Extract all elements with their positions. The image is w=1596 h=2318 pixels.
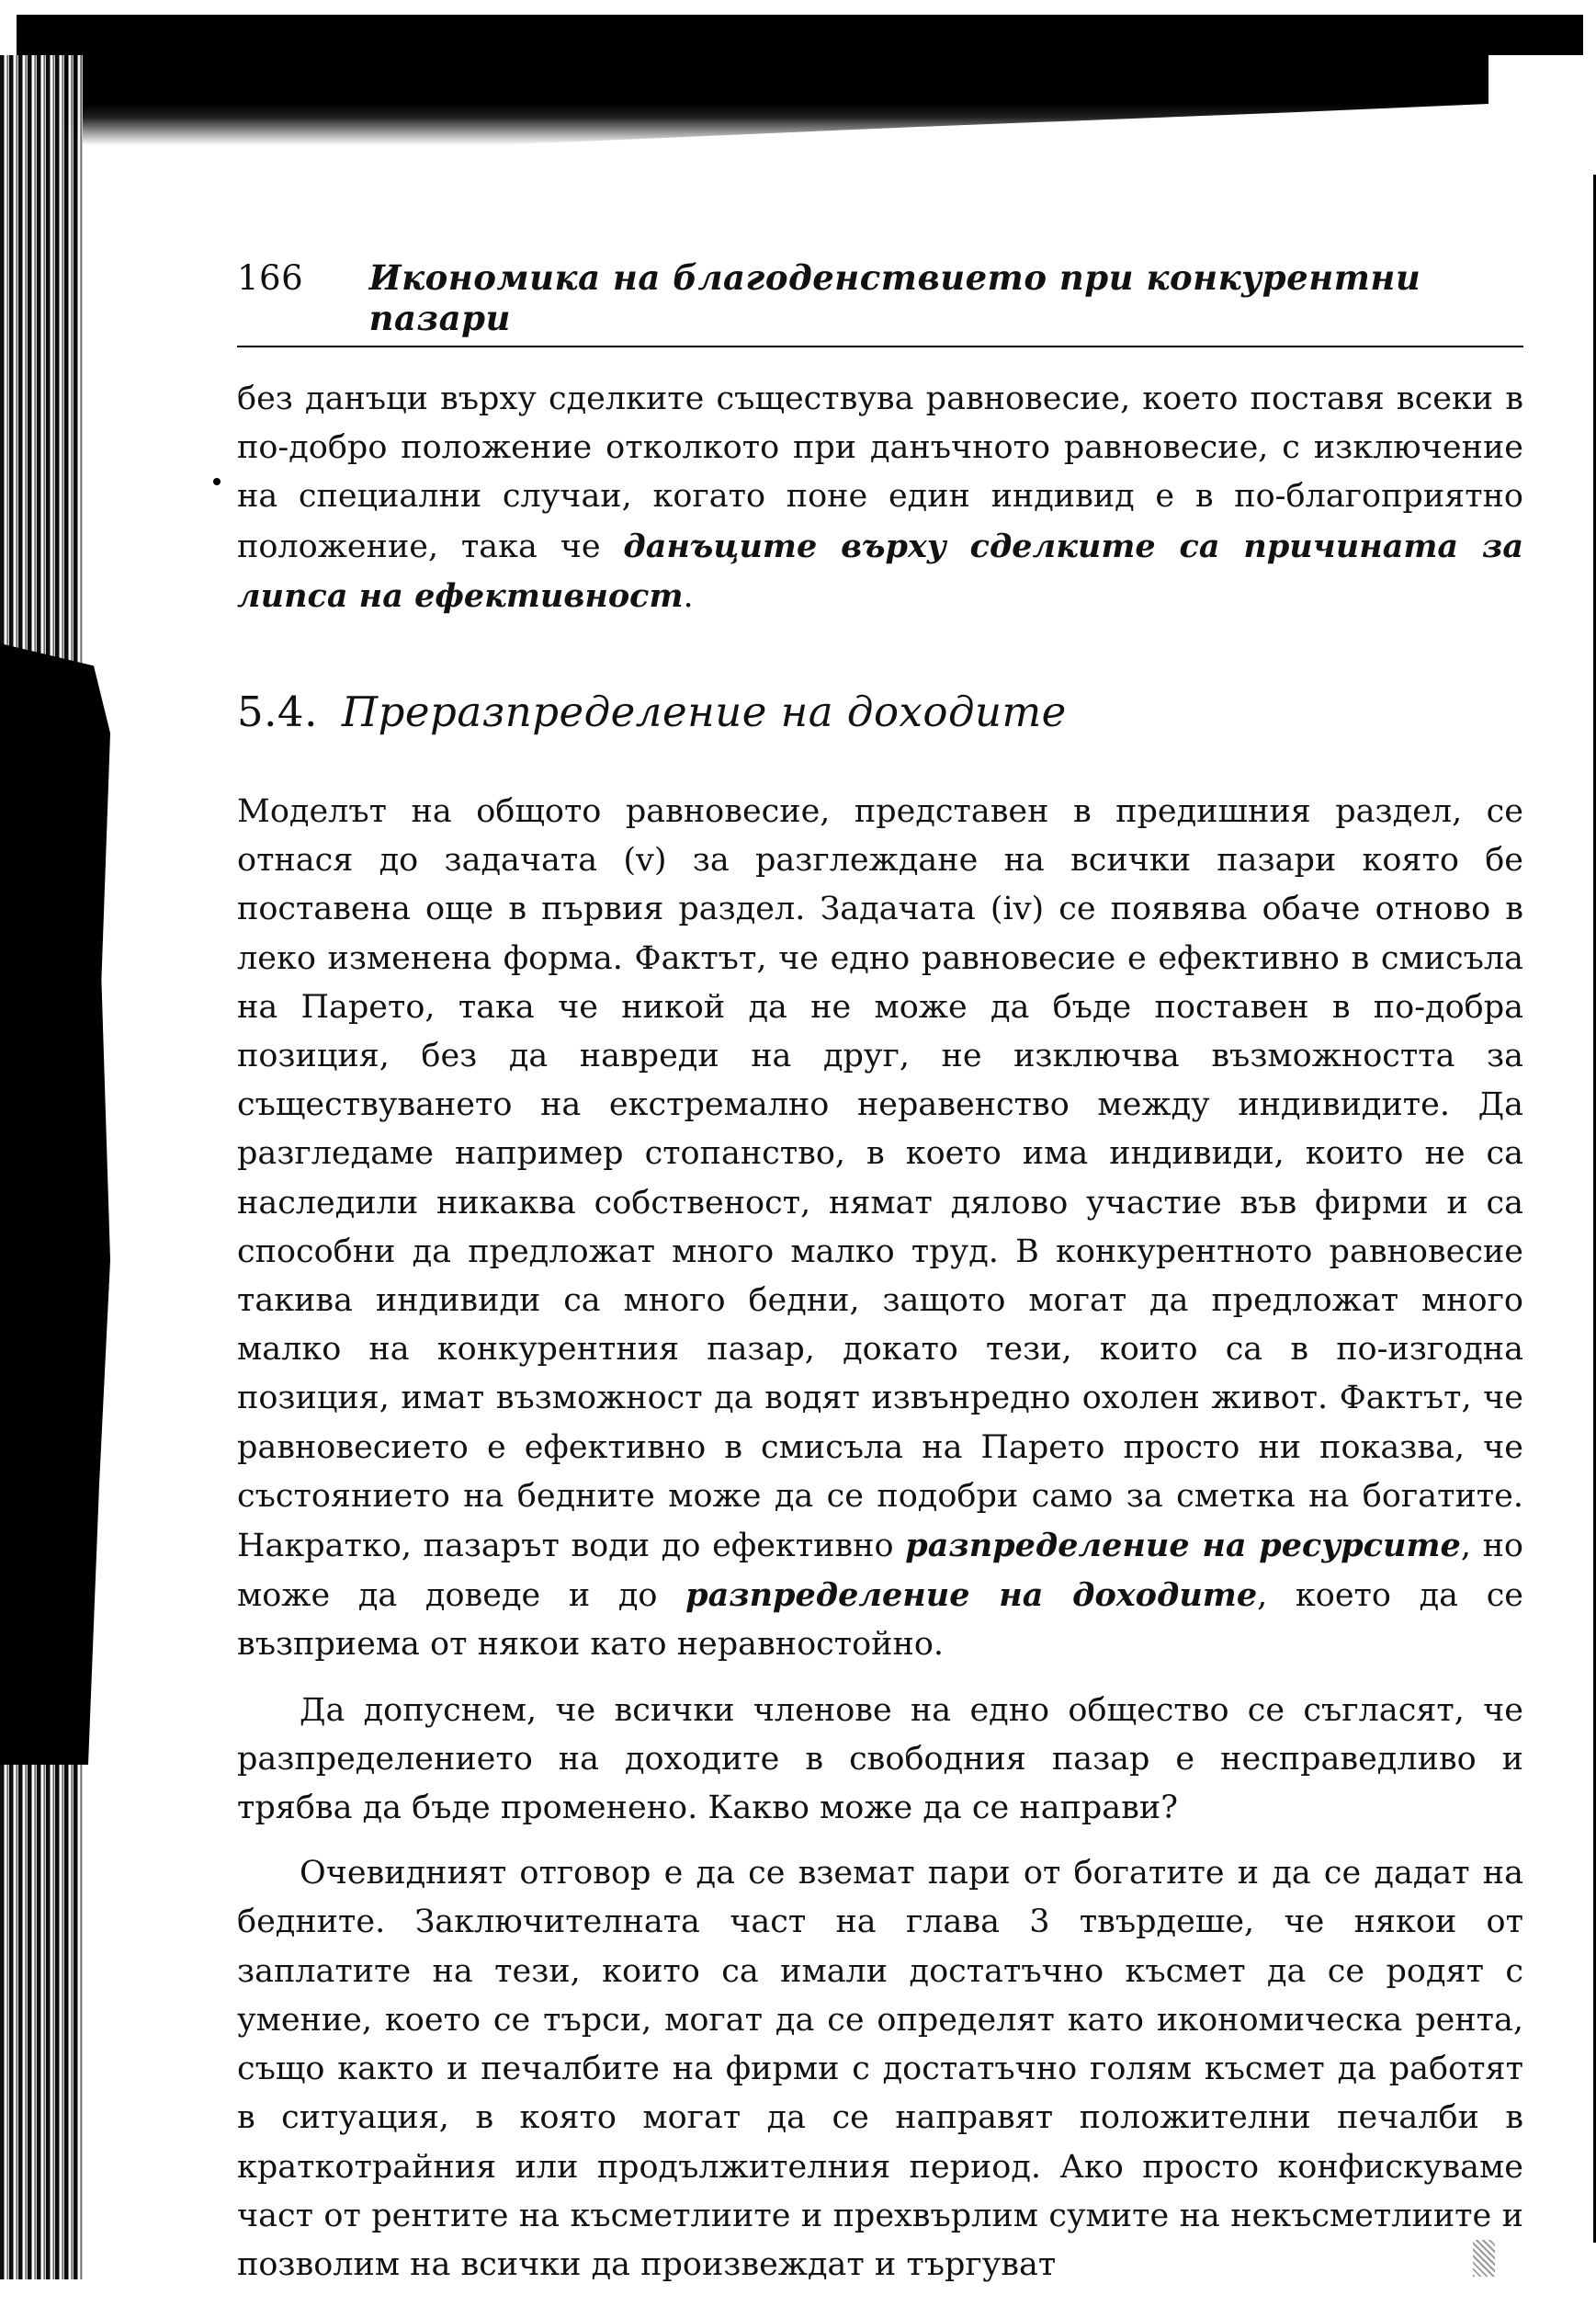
paragraph-1-emphasis-1: разпределение на ресурсите — [905, 1527, 1461, 1565]
paragraph-1-part1: Моделът на общото равновесие, представен в предишния раздел, се отнася до задачата (v) за разглеждане на всички пазари която бе поставена още в първия раздел. Задачата (iv) се появява обаче отново в леко изменена форма. Фактът, че едно равновесие е ефективно в смисъла на Парето, така че никой да не може да бъде поставен в по-добра позиция, без да навреди на друг, не изключва възможността за съществуването на екстремално неравенство между индивидите. Да разгледаме например стопанство, в което има индивиди, които не са наследили никаква собственост, нямат дялово участие във фирми и са способни да предложат много малко труд. В конкурентното равновесие такива индивиди са много бедни, защото могат да предложат много малко на конкурентния пазар, докато тези, които са в по-изгодна позиция, имат възможност да водят извънредно охолен живот. Фактът, че равновесието е ефективно в смисъла на Парето просто ни показва, че състоянието на бедните може да се подобри само за сметка на богатите. Накратко, пазарът води до ефективно — [237, 793, 1523, 1565]
paragraph-1-emphasis-2: разпределение на доходите — [685, 1576, 1258, 1615]
running-header — [237, 257, 1523, 347]
paragraph-1 — [237, 788, 1523, 1670]
paragraph-2: Да допуснем, че всички членове на едно общество се съгласят, че разпределението на доходите в свободния пазар е несправедливо и трябва да бъде променено. Какво може да се направи? — [237, 1691, 1523, 1827]
paragraph-gap — [237, 1670, 1523, 1687]
margin-dot — [213, 478, 221, 485]
section-heading — [237, 687, 1523, 736]
intro-paragraph — [237, 375, 1523, 621]
paragraph-gap — [237, 1833, 1523, 1849]
section-number: 5.4. — [237, 687, 318, 737]
paragraph-3: Очевидният отговор е да се вземат пари от богатите и да се дадат на бедните. Заключителната част на глава 3 твърдеше, че някои от заплатите на тези, които са имали достатъчно късмет да се родят с умение, което се търси, могат да се определят като икономическа рента, също както и печалбите на фирми с достатъчно голям късмет да работят в ситуация, в която могат да се направят положителни печалби в краткотрайния или продължителния период. Ако просто конфискуваме част от рентите на късметлиите и прехвърлим сумите на некъсметлиите и позволим на всички да произвеждат и търгуват — [237, 1855, 1523, 2283]
scan-top-border — [17, 15, 1583, 55]
intro-emphasis: данъците върху сделките са причината за липса на ефективност — [237, 527, 1523, 615]
paragraph-1-part2: , но може да доведе и до — [237, 1528, 1523, 1615]
section-title: Преразпределение на доходите — [341, 687, 1067, 737]
intro-text: без данъци върху сделките съществува равновесие, което поставя всеки в по-добро положение отколкото при данъчното равновесие, с изключение на специални случаи, когато поне един индивид е в по-благоприятно положение, така че — [237, 381, 1523, 565]
intro-end: . — [683, 577, 694, 615]
book-page — [237, 257, 1523, 2290]
scan-top-shadow — [64, 53, 1488, 145]
scan-left-shadow — [0, 643, 110, 1765]
page-number: 166 — [237, 258, 304, 298]
running-title: Икономика на благоденствието при конкурентни пазари — [368, 257, 1421, 338]
paragraph-1-part3: , което да се възприема от някои като неравностойно. — [237, 1577, 1524, 1664]
